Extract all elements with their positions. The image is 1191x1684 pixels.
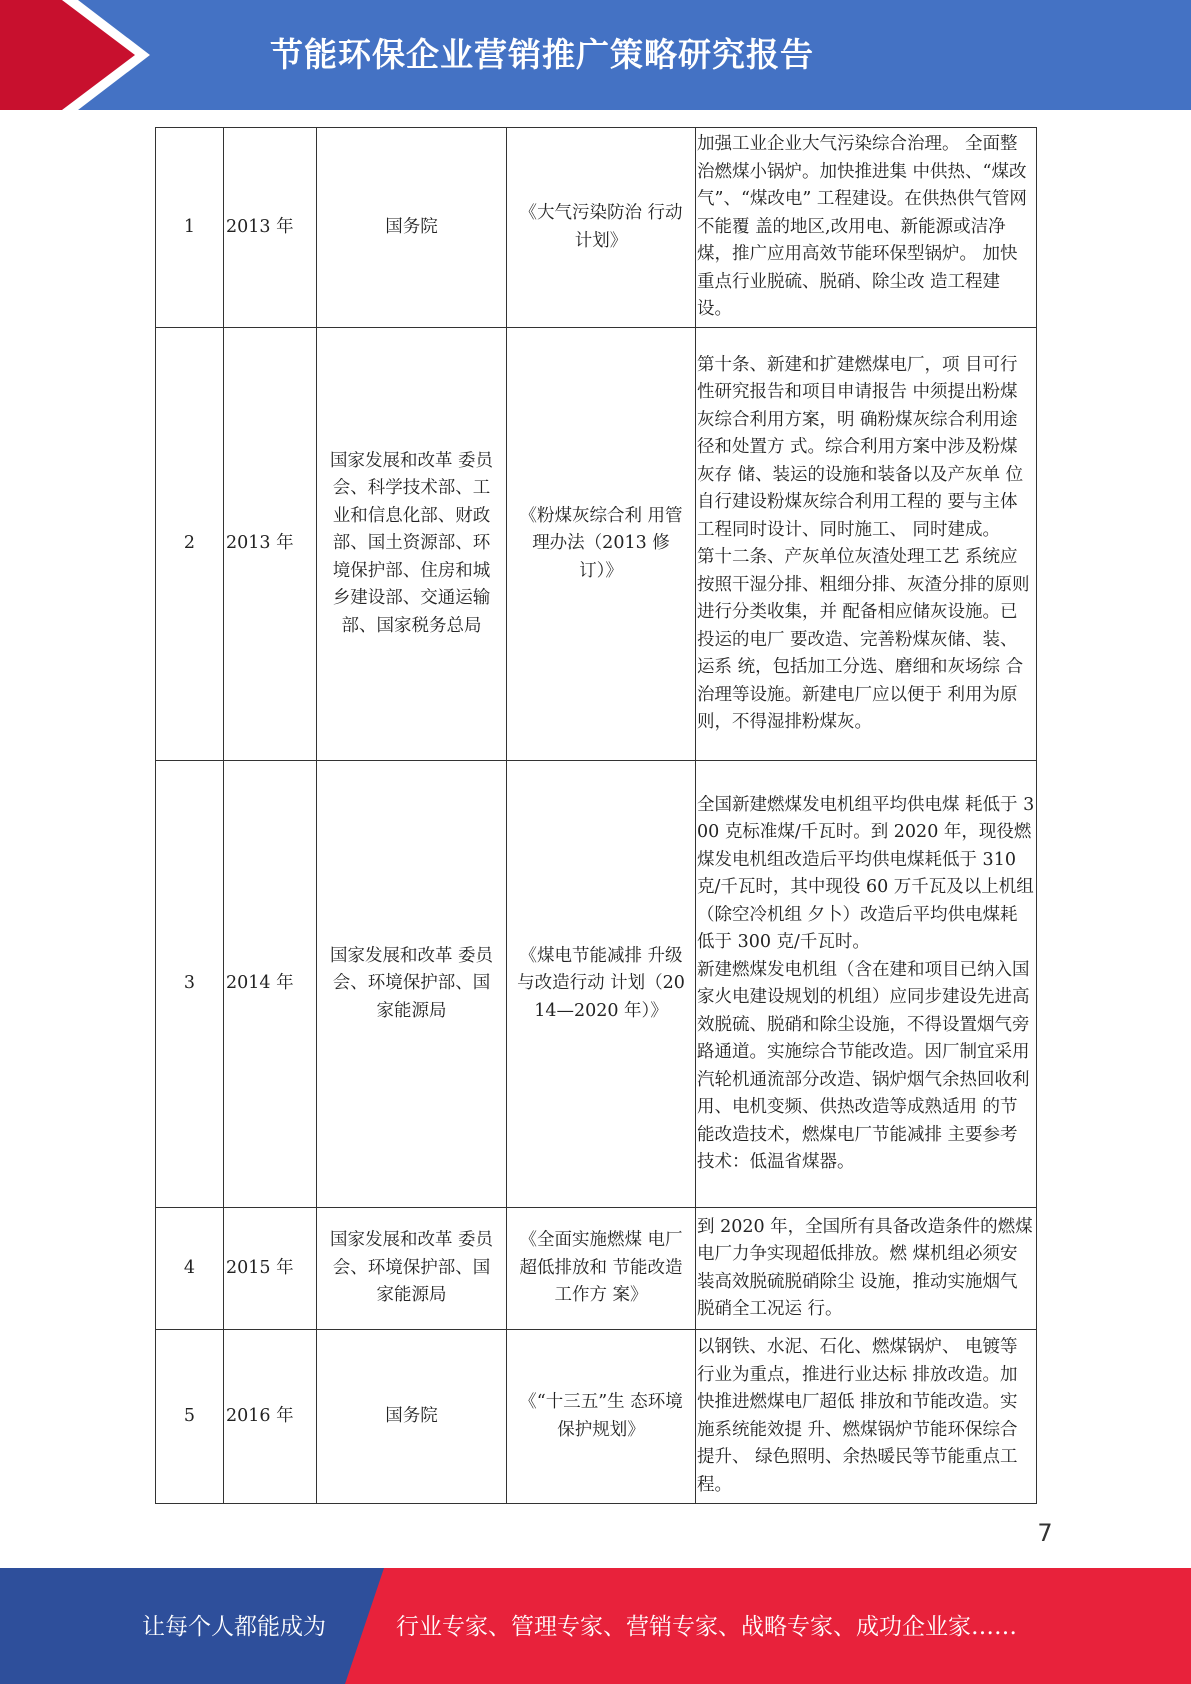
table-row [156, 1208, 1037, 1330]
row-content: 全国新建燃煤发电机组平均供电煤 耗低于 300 克标准煤/千瓦时。到 2020 年，现役燃煤发电机组改造后平均供电煤耗低于 310 克/千瓦时，其中现役 60 万千瓦及以上机组（除空冷机组 夕卜）改造后平均供电煤耗低于 300 克/千瓦时。 新建燃煤发电机组（含在建和项目已纳入国家火电建设规划的机组）应同步建设先进高效脱硫、脱硝和除尘设施，不得设置烟气旁路通道。实施综合节能改造。因厂制宜采用汽轮机通流部分改造、锅炉烟气余热回收利 用、电机变频、供热改造等成熟适用 的节能改造技术，燃煤电厂节能减排 主要参考技术：低温省煤器。 [696, 761, 1037, 1208]
row-issuer: 国家发展和改革 委员会、环境保护部、国家能源局 [317, 1208, 507, 1330]
row-content: 加强工业企业大气污染综合治理。 全面整治燃煤小锅炉。加快推进集 中供热、“煤改气”、“煤改电” 工程建设。在供热供气管网不能覆 盖的地区,改用电、新能源或洁净 煤，推广应用高效节能环保型锅炉。 加快重点行业脱硫、脱硝、除尘改 造工程建设。 [696, 128, 1037, 328]
footer-slogan-left: 让每个人都能成为 [142, 1614, 326, 1640]
row-document: 《“十三五”生 态环境保护规划》 [507, 1330, 696, 1504]
row-year: 2013 年 [224, 328, 317, 761]
row-number: 3 [156, 761, 224, 1208]
page-footer [0, 1568, 1191, 1684]
row-year: 2015 年 [224, 1208, 317, 1330]
row-number: 2 [156, 328, 224, 761]
row-issuer: 国务院 [317, 128, 507, 328]
page-header [0, 0, 1191, 110]
row-content: 到 2020 年，全国所有具备改造条件的燃煤电厂力争实现超低排放。燃 煤机组必须安装高效脱硫脱硝除尘 设施，推动实施烟气脱硝全工况运 行。 [696, 1208, 1037, 1330]
row-issuer: 国家发展和改革 委员会、环境保护部、国家能源局 [317, 761, 507, 1208]
row-issuer: 国家发展和改革 委员会、科学技术部、工业和信息化部、财政部、国土资源部、环境保护部、住房和城乡建设部、交通运输部、国家税务总局 [317, 328, 507, 761]
row-issuer: 国务院 [317, 1330, 507, 1504]
footer-slogan-right: 行业专家、管理专家、营销专家、战略专家、成功企业家…… [396, 1614, 1017, 1640]
row-year: 2013 年 [224, 128, 317, 328]
page-number: 7 [1037, 1519, 1053, 1547]
row-document: 《全面实施燃煤 电厂超低排放和 节能改造工作方 案》 [507, 1208, 696, 1330]
table-row [156, 761, 1037, 1208]
table-row [156, 128, 1037, 328]
row-content: 以钢铁、水泥、石化、燃煤锅炉、 电镀等行业为重点，推进行业达标 排放改造。加快推进燃煤电厂超低 排放和节能改造。实施系统能效提 升、燃煤锅炉节能环保综合提升、 绿色照明、余热暖民等节能重点工 程。 [696, 1330, 1037, 1504]
policy-table [155, 127, 1037, 1504]
row-document: 《煤电节能减排 升级与改造行动 计划（2014—2020 年）》 [507, 761, 696, 1208]
header-arrow-decoration [0, 0, 160, 110]
row-number: 1 [156, 128, 224, 328]
row-content: 第十条、新建和扩建燃煤电厂，项 目可行性研究报告和项目申请报告 中须提出粉煤灰综合利用方案，明 确粉煤灰综合利用途径和处置方 式。综合利用方案中涉及粉煤灰存 储、装运的设施和装备以及产灰单 位自行建设粉煤灰综合利用工程的 要与主体工程同时设计、同时施工、 同时建成。 第十二条、产灰单位灰渣处理工艺 系统应按照干湿分排、粗细分排、灰渣分排的原则进行分类收集，并 配备相应储灰设施。已投运的电厂 要改造、完善粉煤灰储、装、运系 统，包括加工分选、磨细和灰场综 合治理等设施。新建电厂应以便于 利用为原则，不得湿排粉煤灰。 [696, 328, 1037, 761]
row-year: 2014 年 [224, 761, 317, 1208]
row-number: 4 [156, 1208, 224, 1330]
row-year: 2016 年 [224, 1330, 317, 1504]
report-title: 节能环保企业营销推广策略研究报告 [270, 35, 814, 74]
row-document: 《粉煤灰综合利 用管理办法（2013 修订）》 [507, 328, 696, 761]
table-row [156, 1330, 1037, 1504]
row-document: 《大气污染防治 行动计划》 [507, 128, 696, 328]
row-number: 5 [156, 1330, 224, 1504]
table-row [156, 328, 1037, 761]
